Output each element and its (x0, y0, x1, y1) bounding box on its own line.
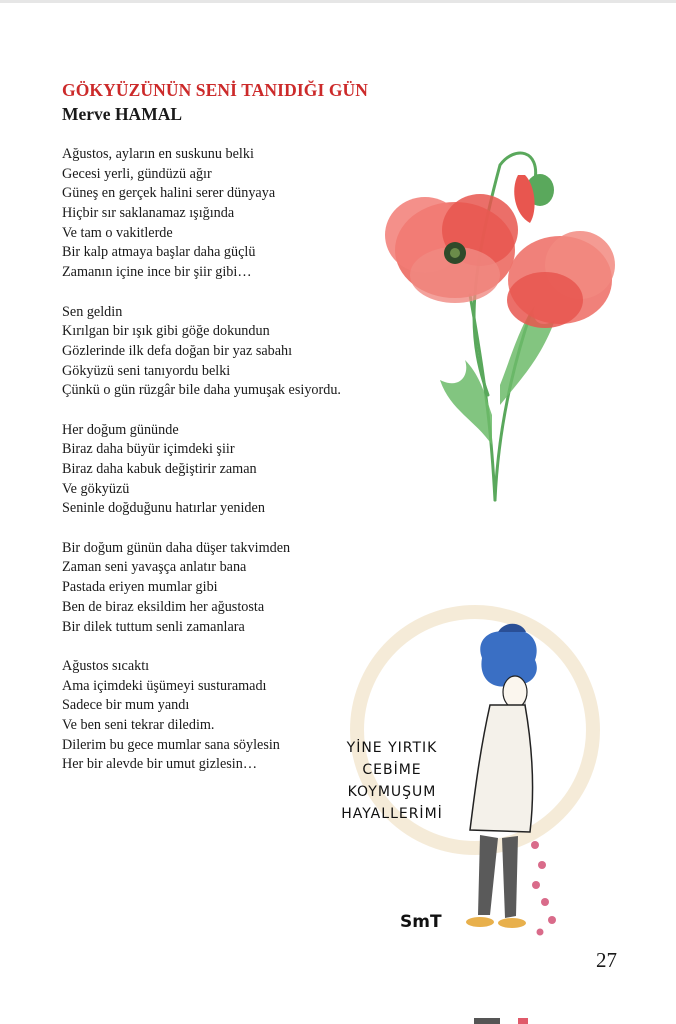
poem-line: Sen geldin (62, 303, 123, 320)
poem-line: Ağustos, ayların en suskunu belki (62, 146, 254, 162)
poem-line: Gözlerinde ilk defa doğan bir yaz sabahı (62, 342, 293, 359)
poem-line: Dilerim bu gece mumlar sana söylesin (62, 736, 280, 753)
bottom-edge-marks (470, 1018, 550, 1024)
poem-author: Merve HAMAL (62, 104, 183, 124)
poem-line: Ben de biraz eksildim her ağustosta (62, 598, 265, 615)
poppy-bloom-icon (507, 231, 615, 328)
poem-body (62, 145, 341, 795)
poem-line: Kırılgan bir ışık gibi göğe dokundun (62, 323, 270, 340)
caption-line: KOYMUŞUM (347, 784, 437, 800)
poem-line: Bir doğum günün daha düşer takvimden (62, 539, 291, 556)
poem-line: Ve gökyüzü (62, 480, 130, 497)
person-figure-icon (466, 624, 537, 928)
stanza-1 (62, 145, 341, 283)
poem-line: Hiçbir sır saklanamaz ışığında (62, 205, 235, 222)
poem-line: Her bir alevde bir umut gizlesin… (62, 756, 258, 773)
poem-line: Güneş en gerçek halini serer dünyaya (62, 185, 276, 202)
caption-line: HAYALLERİMİ (341, 806, 443, 822)
stanza-3 (62, 421, 341, 519)
caption-line: YİNE YIRTIK (346, 740, 438, 756)
poppy-bloom-icon (385, 194, 518, 303)
stanza-5 (62, 657, 341, 775)
stanza-4 (62, 539, 341, 637)
top-border (0, 0, 676, 3)
poem-line: Ve tam o vakitlerde (62, 224, 173, 241)
poem-line: Sadece bir mum yandı (62, 697, 190, 714)
poem-line: Gökyüzü seni tanıyordu belki (62, 362, 231, 379)
poem-line: Gecesi yerli, gündüzü ağır (62, 165, 212, 182)
caption-line: CEBİME (362, 762, 422, 778)
poem-line: Pastada eriyen mumlar gibi (62, 579, 218, 596)
poem-line: Bir dilek tuttum senli zamanlara (62, 618, 245, 635)
poppy-flower-illustration (370, 145, 615, 510)
illustration-caption (332, 737, 452, 825)
poem-line: Bir kalp atmaya başlar daha güçlü (62, 244, 256, 261)
stanza-2 (62, 303, 341, 401)
poem-line: Biraz daha kabuk değiştirir zaman (62, 461, 257, 477)
poem-line: Zaman seni yavaşça anlatır bana (62, 559, 247, 576)
poem-line: Biraz daha büyür içimdeki şiir (62, 441, 235, 458)
poem-line: Seninle doğduğunu hatırlar yeniden (62, 500, 265, 517)
falling-hearts-icon (531, 841, 556, 936)
poem-line: Ağustos sıcaktı (62, 657, 150, 674)
poem-line: Ve ben seni tekrar diledim. (62, 716, 215, 733)
poem-line: Zamanın içine ince bir şiir gibi… (62, 264, 252, 281)
poppy-bud-icon (514, 174, 554, 223)
poem-line: Çünkü o gün rüzgâr bile daha yumuşak esiyordu. (62, 382, 341, 399)
artist-signature: SmT (400, 912, 442, 932)
poem-line: Her doğum gününde (62, 421, 179, 438)
poem-title: GÖKYÜZÜNÜN SENİ TANIDIĞI GÜN (62, 80, 369, 100)
page-number: 27 (596, 948, 617, 972)
poem-line: Ama içimdeki üşümeyi susturamadı (62, 677, 267, 694)
